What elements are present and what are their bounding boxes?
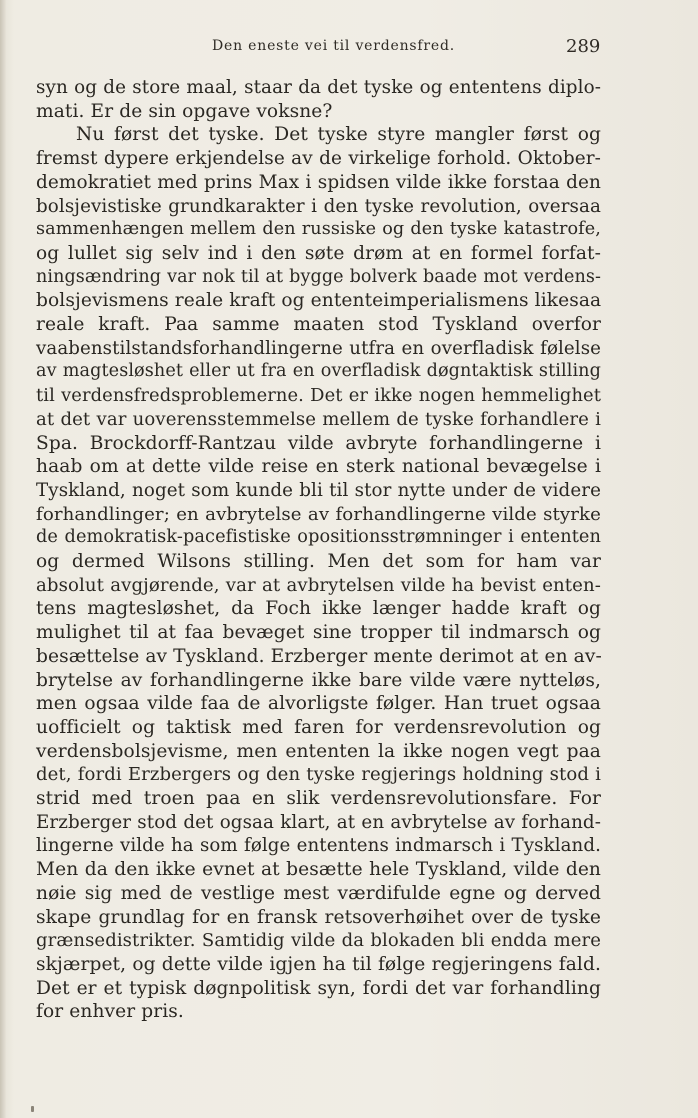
text-line: av magtesløshet eller ut fra en overfladisk døgntaktisk stilling bbox=[36, 361, 601, 382]
text-line: at det var uoverensstemmelse mellem de tyske forhandlere i bbox=[36, 408, 601, 430]
text-line: vaabenstilstandsforhandlingerne utfra en overfladisk følelse bbox=[36, 337, 601, 359]
text-line: Nu først det tyske. Det tyske styre mangler først og bbox=[76, 124, 601, 146]
text-line: strid med troen paa en slik verdensrevolutionsfare. For bbox=[36, 788, 601, 809]
text-line: mati. Er de sin opgave voksne? bbox=[36, 100, 333, 122]
text-line: besættelse av Tyskland. Erzberger mente derimot at en av- bbox=[36, 645, 602, 667]
text-line: tens magtesløshet, da Foch ikke længer hadde kraft og bbox=[36, 598, 601, 620]
text-line: fremst dypere erkjendelse av de virkelige forhold. Oktober- bbox=[36, 148, 601, 170]
text-line: men ogsaa vilde faa de alvorligste følger. Han truet ogsaa bbox=[36, 693, 601, 715]
text-line: reale kraft. Paa samme maaten stod Tyskland overfor bbox=[36, 314, 601, 335]
text-line: skjærpet, og dette vilde igjen ha til følge regjeringens fald. bbox=[36, 953, 601, 975]
text-line: uofficielt og taktisk med faren for verdensrevolution og bbox=[36, 716, 601, 738]
text-line: og lullet sig selv ind i den søte drøm at en formel forfat- bbox=[36, 242, 601, 264]
text-line: Det er et typisk døgnpolitisk syn, fordi det var forhandling bbox=[36, 977, 601, 999]
text-line: Tyskland, noget som kunde bli til stor nytte under de videre bbox=[36, 479, 601, 501]
running-title: Den eneste vei til verdensfred. bbox=[212, 38, 455, 54]
text-line: det, fordi Erzbergers og den tyske regjerings holdning stod i bbox=[36, 764, 601, 786]
text-line: lingerne vilde ha som følge ententens indmarsch i Tyskland. bbox=[36, 835, 601, 857]
text-line: forhandlinger; en avbrytelse av forhandlingerne vilde styrke bbox=[36, 503, 601, 525]
text-line: de demokratisk-pacefistiske opositionsstrømninger i ententen bbox=[36, 527, 601, 548]
text-line: ningsændring var nok til at bygge bolverk baade mot verdens- bbox=[36, 266, 601, 287]
text-line: syn og de store maal, staar da det tyske og ententens diplo- bbox=[36, 77, 601, 98]
text-line: mulighet til at faa bevæget sine tropper til indmarsch og bbox=[36, 622, 601, 644]
text-line: skape grundlag for en fransk retsoverhøihet over de tyske bbox=[36, 906, 601, 928]
text-line: nøie sig med de vestlige mest værdifulde egne og derved bbox=[36, 882, 601, 904]
text-line: grænsedistrikter. Samtidig vilde da blokaden bli endda mere bbox=[36, 930, 601, 952]
text-line: til verdensfredsproblemerne. Det er ikke nogen hemmelighet bbox=[36, 385, 601, 407]
running-head bbox=[0, 36, 698, 60]
text-line: Spa. Brockdorff-Rantzau vilde avbryte forhandlingerne i bbox=[36, 432, 601, 454]
binding-edge bbox=[0, 0, 6, 1118]
text-line: sammenhængen mellem den russiske og den tyske katastrofe, bbox=[36, 219, 601, 240]
text-line: og dermed Wilsons stilling. Men det som for ham var bbox=[36, 551, 601, 572]
text-line: for enhver pris. bbox=[36, 1001, 184, 1023]
paper-speck bbox=[31, 1106, 34, 1112]
page-number: 289 bbox=[566, 36, 601, 57]
text-line: bolsjevismens reale kraft og ententeimperialismens likesaa bbox=[36, 290, 602, 312]
text-line: haab om at dette vilde reise en sterk national bevægelse i bbox=[36, 456, 601, 478]
text-line: Men da den ikke evnet at besætte hele Tyskland, vilde den bbox=[36, 859, 601, 881]
text-line: Erzberger stod det ogsaa klart, at en avbrytelse av forhand- bbox=[36, 811, 601, 833]
text-line: bolsjevistiske grundkarakter i den tyske revolution, oversaa bbox=[36, 195, 601, 217]
text-line: brytelse av forhandlingerne ikke bare vilde være nytteløs, bbox=[36, 669, 601, 691]
text-line: demokratiet med prins Max i spidsen vilde ikke forstaa den bbox=[36, 171, 601, 193]
text-line: absolut avgjørende, var at avbrytelsen vilde ha bevist enten- bbox=[36, 574, 601, 596]
text-line: verdensbolsjevisme, men ententen la ikke nogen vegt paa bbox=[36, 740, 601, 762]
